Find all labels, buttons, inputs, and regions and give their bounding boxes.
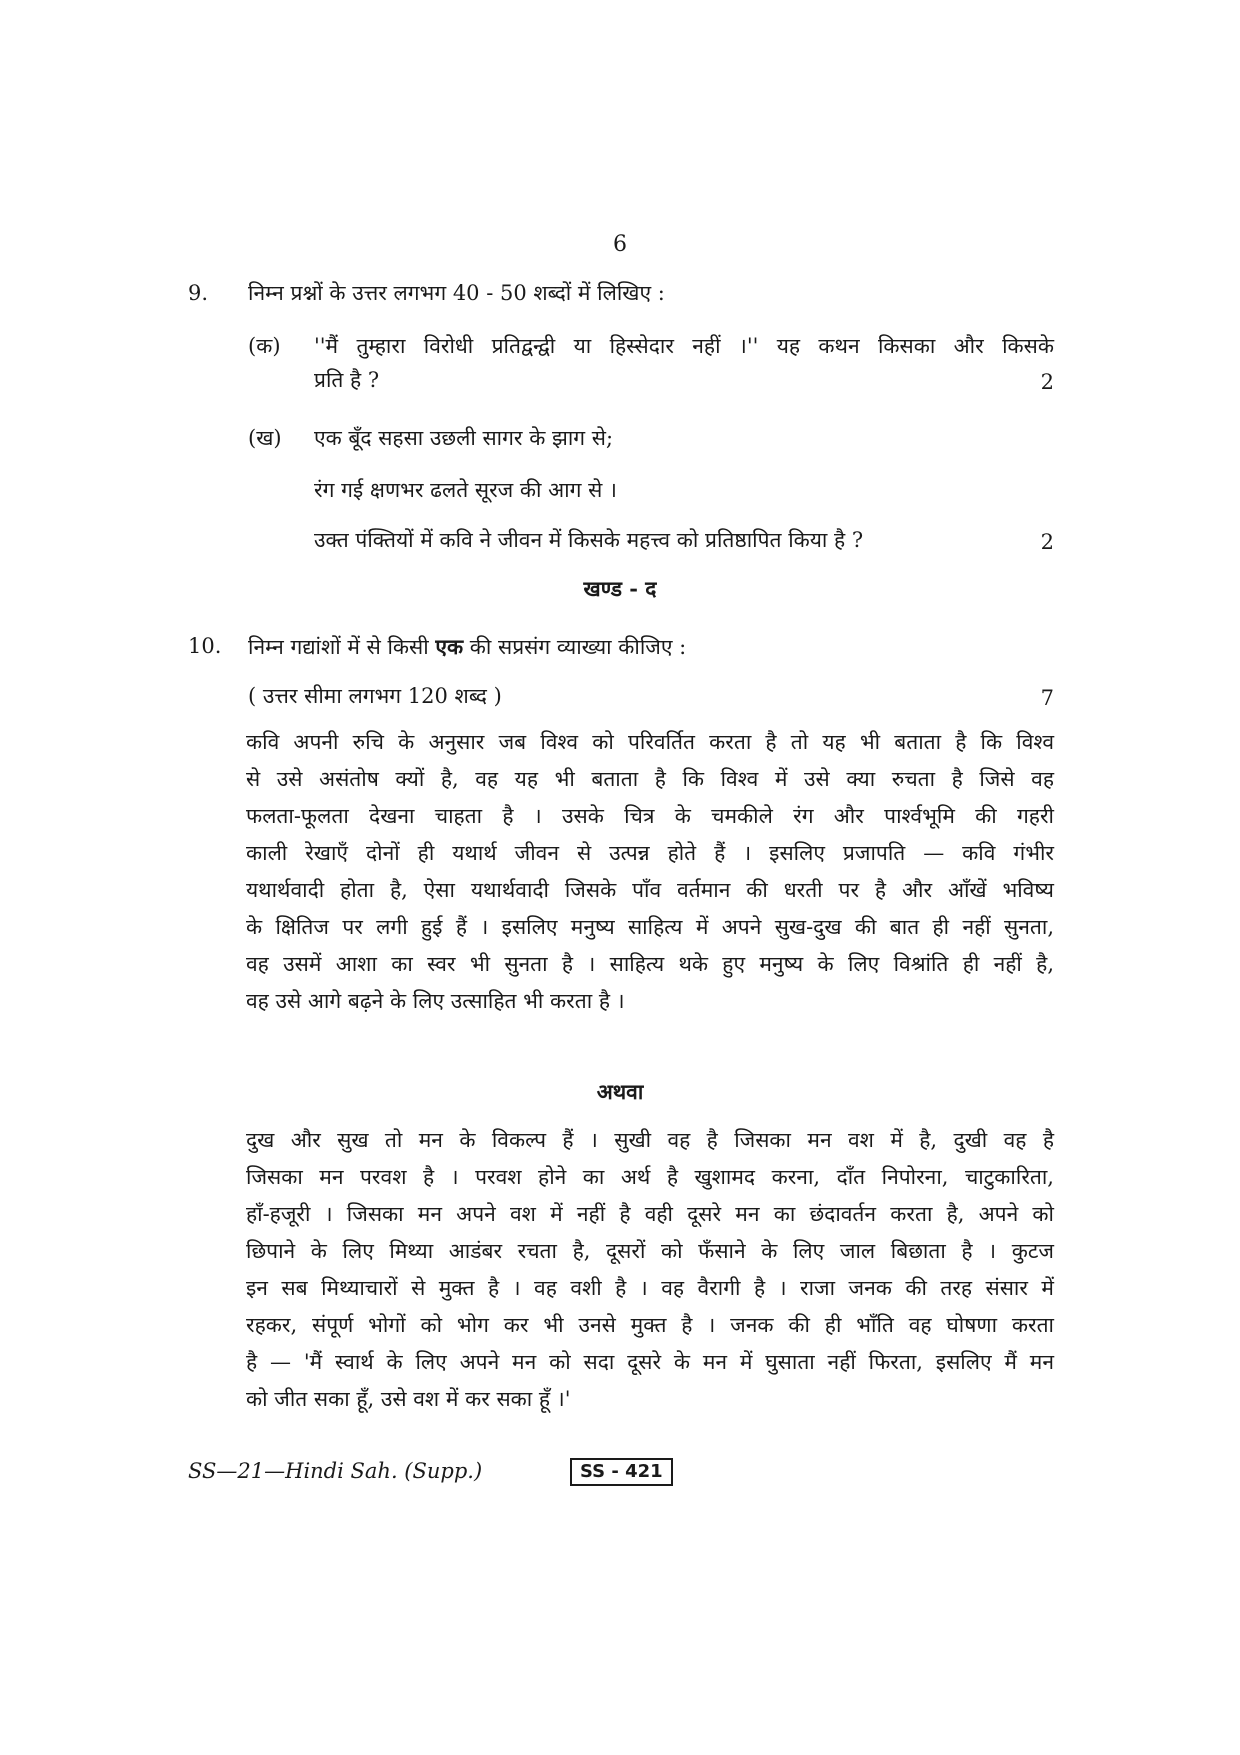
passage-2-line: छिपाने के लिए मिथ्या आडंबर रचता है, दूसरों को फँसाने के लिए जाल बिछाता है । कुटज [246,1239,1054,1263]
question-9a-marks: 2 [1040,370,1054,394]
passage-2-line: हाँ-हजूरी । जिसका मन अपने वश में नहीं है वही दूसरे मन का छंदावर्तन करता है, अपने को [246,1202,1054,1226]
question-9a-line1: ''मैं तुम्हारा विरोधी प्रतिद्वन्द्वी या हिस्सेदार नहीं ।'' यह कथन किसका और किसके [314,334,1054,358]
paper-code-box: SS - 421 [570,1458,673,1486]
passage-2-line: है — 'मैं स्वार्थ के लिए अपने मन को सदा दूसरे के मन में घुसाता नहीं फिरता, इसलिए मैं मन [246,1350,1054,1374]
passage-2-line: रहकर, संपूर्ण भोगों को भोग कर भी उनसे मुक्त है । जनक की ही भाँति वह घोषणा करता [246,1313,1054,1337]
or-label: अथवा [596,1079,644,1104]
passage-1-line: काली रेखाएँ दोनों ही यथार्थ जीवन से उत्पन्न होते हैं । इसलिए प्रजापति — कवि गंभीर [246,841,1054,865]
question-9a-line2: प्रति है ? [314,368,380,392]
passage-1-line: वह उसमें आशा का स्वर भी सुनता है । साहित्य थके हुए मनुष्य के लिए विश्रांति ही नहीं है, [246,952,1054,976]
prompt-part-1: निम्न गद्यांशों में से किसी [248,635,436,659]
passage-1-line: फलता-फूलता देखना चाहता है । उसके चित्र के चमकीले रंग और पार्श्वभूमि की गहरी [246,804,1054,828]
question-10-prompt [248,630,686,664]
question-9b-line2: रंग गई क्षणभर ढलते सूरज की आग से । [314,478,617,502]
question-9b-line1: एक बूँद सहसा उछली सागर के झाग से; [314,426,614,450]
page-number: 6 [613,232,627,257]
question-9b-label: (ख) [248,426,282,450]
passage-2-line: को जीत सका हूँ, उसे वश में कर सका हूँ ।' [246,1387,571,1411]
question-9-prompt: निम्न प्रश्नों के उत्तर लगभग 40 - 50 शब्दों में लिखिए : [248,281,665,305]
passage-1-line: से उसे असंतोष क्यों है, वह यह भी बताता है कि विश्व में उसे क्या रुचता है जिसे वह [246,767,1054,791]
question-9b-marks: 2 [1040,530,1054,554]
passage-1-line: यथार्थवादी होता है, ऐसा यथार्थवादी जिसके पाँव वर्तमान की धरती पर है और आँखें भविष्य [246,878,1054,902]
passage-1-line: के क्षितिज पर लगी हुई हैं । इसलिए मनुष्य साहित्य में अपने सुख-दुख की बात ही नहीं सुनता, [246,915,1054,939]
question-9a-label: (क) [248,334,281,358]
prompt-part-2: की सप्रसंग व्याख्या कीजिए : [463,635,687,659]
question-10-number: 10. [188,634,222,658]
passage-2-line: दुख और सुख तो मन के विकल्प हैं । सुखी वह है जिसका मन वश में है, दुखी वह है [246,1128,1054,1152]
question-9b-line3: उक्त पंक्तियों में कवि ने जीवन में किसके महत्त्व को प्रतिष्ठापित किया है ? [314,528,864,552]
question-9-number: 9. [188,281,209,305]
passage-1 [246,724,1054,1020]
passage-2 [246,1122,1054,1418]
footer-subject: SS—21—Hindi Sah. (Supp.) [188,1459,483,1483]
passage-1-line: वह उसे आगे बढ़ने के लिए उत्साहित भी करता है । [246,989,625,1013]
question-10-marks: 7 [1040,686,1054,710]
section-title: खण्ड - द [583,576,657,601]
passage-2-line: जिसका मन परवश है । परवश होने का अर्थ है खुशामद करना, दाँत निपोरना, चाटुकारिता, [246,1165,1054,1189]
word-limit: ( उत्तर सीमा लगभग 120 शब्द ) [248,684,502,708]
passage-1-line: कवि अपनी रुचि के अनुसार जब विश्व को परिवर्तित करता है तो यह भी बताता है कि विश्व [246,730,1054,754]
prompt-emphasis: एक [435,634,464,659]
passage-2-line: इन सब मिथ्याचारों से मुक्त है । वह वशी है । वह वैरागी है । राजा जनक की तरह संसार में [246,1276,1054,1300]
